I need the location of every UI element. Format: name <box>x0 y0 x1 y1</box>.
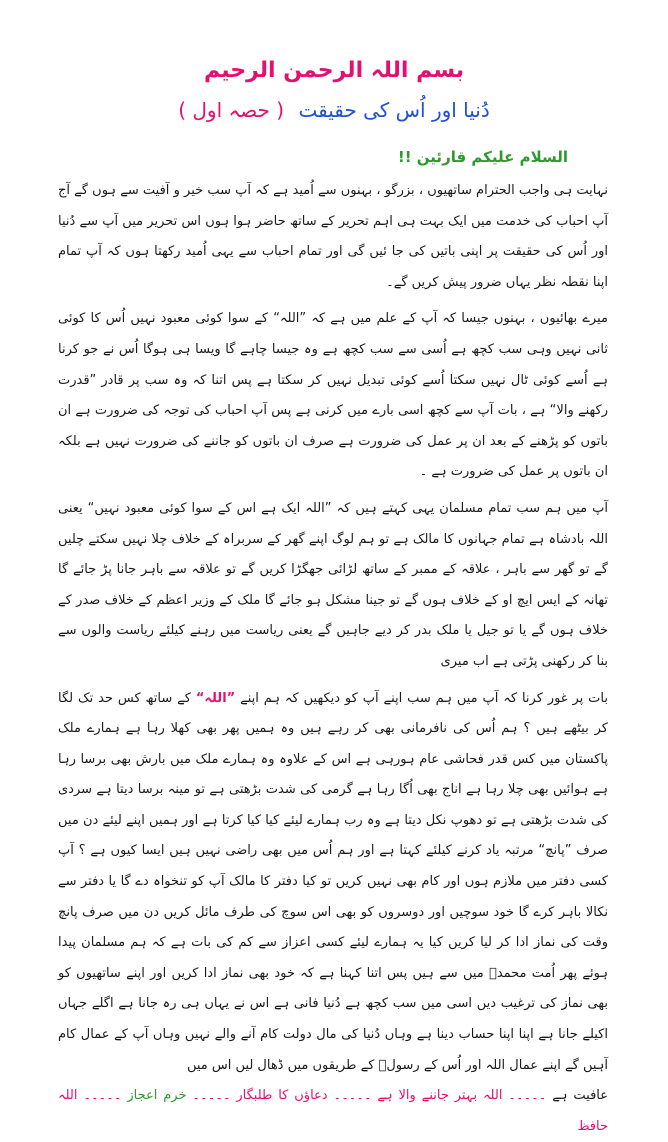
paragraph-2: میرے بھائیوں ، بہنوں جیسا کہ آپ کے علم میں ہے کہ ”اللہ“ کے سوا کوئی معبود نہیں اُس کا کوئی ثانی نہیں وہی سب کچھ ہے اُسی سے سب کچھ ہے وہ جیسا چاہے گا ویسا ہی ہوگا اُس نے جو کرنا ہے اُسے کوئی ٹال نہیں سکتا اُسے کوئی تبدیل نہیں کر سکتا ہے پس اتنا کہ وہ سب پر قادر ”قدرت رکھنے والا“ ہے ، بات آپ سے کچھ اسی بارے میں کرنی ہے پس آپ احباب کی توجہ کی ضرورت ہے ان باتوں کو پڑھنے کے بعد ان پر عمل کی ضرورت ہے صرف ان باتوں کو جاننے کی ضرورت نہیں ہے بلکہ ان باتوں پر عمل کی ضرورت ہے ۔ <box>58 311 608 480</box>
closing-text <box>58 1088 608 1134</box>
title-text: دُنیا اور اُس کی حقیقت <box>298 98 490 122</box>
document-title <box>0 98 668 122</box>
title-part-label: ( حصہ اول ) <box>178 98 285 122</box>
closing-farewell: ۔۔۔۔۔ اللہ حافظ <box>58 1088 608 1134</box>
salutation: السلام علیکم قارئین !! <box>397 148 568 166</box>
author-name: خرم اعجاز <box>127 1088 187 1104</box>
paragraph-4 <box>58 684 608 1082</box>
allah-highlight: ”اللہ“ <box>195 690 236 706</box>
paragraph-4-rest: کے ساتھ کس حد تک لگا کر بیٹھے ہیں ؟ ہم اُس کی نافرمانی بھی کر رہے ہیں وہ ہمیں پھر بھی کھلا رہا ہے ہمارے ملک پاکستان میں کس قدر فحاشی عام ہورہی ہے اس کے علاوہ وہ ہمارے ملک میں بارش بھی برسا رہا ہے ہوائیں بھی چلا رہا ہے اناج بھی اُگا رہا ہے گرمی کی شدت بڑھتی ہے تو مینہ برسا دیتا ہے سردی کی شدت بڑھتی ہے تو دھوپ نکل دیتا ہے وہ رب ہمارے لیئے کیا کیا کرتا ہے اور ہمیں اپنے لیئے دن میں صرف ”پانچ“ مرتبہ یاد کرنے کیلئے کہتا ہے اور ہم اُس میں بھی راضی نہیں ہیں ایسا کیوں ہے ؟ آپ کسی دفتر میں ملازم ہوں اور کام بھی نہیں کریں تو کیا دفتر کا مالک آپ کو تنخواہ دے گا یا دفتر سے نکالا باہر کرے گا خود سوچیں اور دوسروں کو بھی اس سوچ کی طرف مائل کریں دن میں صرف پانچ وقت کی نماز ادا کر لیا کریں کیا یہ ہمارے لیئے کسی اعزاز سے کم کی بات ہے کہ ہم مسلمان پیدا ہوئے پھر اُمت محمدؐ میں سے ہیں پس اتنا کہنا ہے کہ خود بھی نماز ادا کریں اور اپنے ساتھیوں کو بھی نماز کی ترغیب دیں اسی میں سب کچھ ہے دُنیا فانی ہے اس نے یہاں ہی رہ جانا ہے اگلے جہاں اکیلے جانا ہے اپنا اپنا حساب دینا ہے وہاں دُنیا کی مال دولت کام آنے والے نہیں وہاں آپ کے عمال کام آہیں گے اپنے عمال اللہ اور اُس کے رسولؐ کے طریقوں میں ڈھال لیں اس میں <box>58 690 608 1073</box>
closing-start: عافیت ہے <box>552 1088 609 1104</box>
closing-line <box>58 1081 608 1142</box>
closing-phrase: ۔۔۔۔۔ اللہ بہتر جاننے والا ہے ۔۔۔۔۔ دعاؤں کا طلبگار ۔۔۔۔۔ <box>192 1088 547 1104</box>
paragraph-3: آپ میں ہم سب تمام مسلمان یہی کہتے ہیں کہ ”اللہ ایک ہے اس کے سوا کوئی معبود نہیں“ یعنی اللہ بادشاہ ہے تمام جہانوں کا مالک ہے تو ہم لوگ اپنے گھر کے سربراہ کے خلاف چلا نہیں سکتے چلیں گے تو گھر سے باہر ، علاقہ کے ممبر کے ساتھ لڑائی جھگڑا کریں گے تو علاقہ سے باہر جانا پڑ جائے گا تھانہ کے ایس ایچ او کے خلاف ہوں گے تو جینا مشکل ہو جائے گا ملک کے وزیر اعظم کے خلاف صدر کے خلاف ہوں گے یا تو جیل یا ملک بدر کر دیے جاہیں گے یعنی ریاست میں رہنے کیلئے ریاست والوں سے بنا کر رکھنی پڑتی ہے اب میری <box>58 500 608 669</box>
document-body <box>58 176 608 1142</box>
paragraph-4-start: بات پر غور کرنا کہ آپ میں ہم سب اپنے آپ کو دیکھیں کہ ہم اپنے <box>240 690 608 706</box>
bismillah-heading: بسم اللہ الرحمن الرحیم <box>203 58 464 83</box>
paragraph-1: نہایت ہی واجب الحترام ساتھیوں ، بزرگو ، بہنوں سے اُمید ہے کہ آپ سب خیر و آفیت سے ہوں گے آج آپ احباب کی خدمت میں ایک بہت ہی اہم تحریر کے ساتھ حاضر ہوا ہوں اس تحریر میں آپ سے دُنیا اور اُس کی حقیقت پر اپنی باتیں کی جا ئیں گی اور تمام احباب سے یہی اُمید رکھتا ہوں کہ آپ تمام اپنا نقطہ نظر یہاں ضرور پیش کریں گے۔ <box>58 183 608 290</box>
